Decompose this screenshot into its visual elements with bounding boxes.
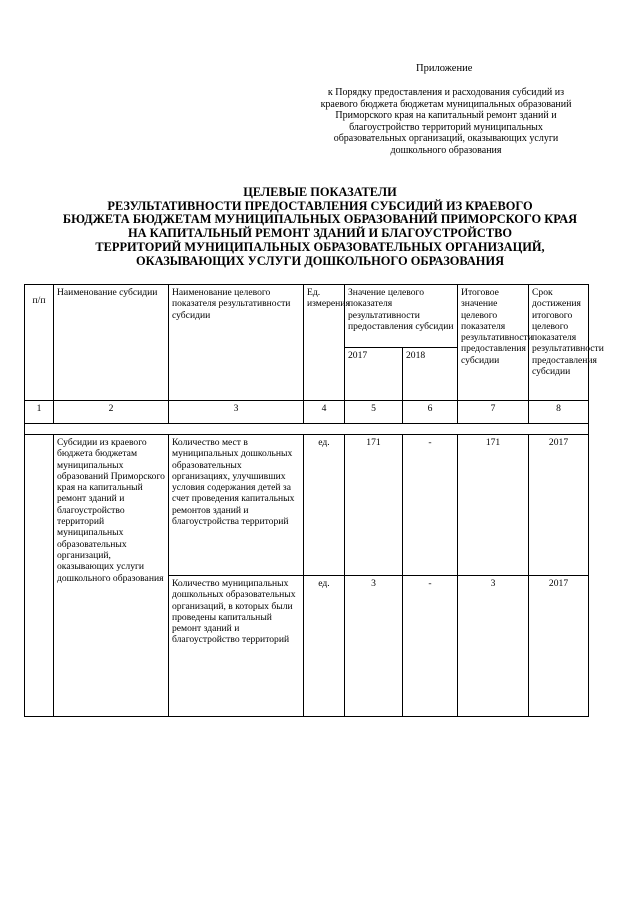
subsidy-name-cell: Субсидии из краевого бюджета бюджетам муниципальных образований Приморского края на капитальный ремонт зданий и благоустройство территорий муниципальных образовательных организаций, оказывающих услуги дошкольного образования (54, 435, 169, 717)
col-number: 7 (458, 401, 529, 424)
annex-subtitle-line: дошкольного образования (390, 144, 502, 156)
column-numbers-row (25, 401, 589, 424)
indicator-cell: Количество мест в муниципальных дошкольных образовательных организациях, улучшивших условия содержания детей за счет проведения капитальных ремонтов зданий и благоустройства территорий (169, 435, 304, 576)
table-row (25, 435, 589, 576)
spacer-row (25, 424, 589, 435)
total-value-cell: 171 (458, 435, 529, 576)
header-row (25, 285, 589, 348)
col-number: 8 (529, 401, 589, 424)
deadline-cell: 2017 (529, 435, 589, 576)
value-2018-cell: - (403, 576, 458, 717)
col-number: 3 (169, 401, 304, 424)
spacer-cell (25, 424, 589, 435)
header-year-2018: 2018 (403, 348, 458, 401)
title-line: РЕЗУЛЬТАТИВНОСТИ ПРЕДОСТАВЛЕНИЯ СУБСИДИЙ ИЗ КРАЕВОГО (107, 198, 533, 213)
title-line: ЦЕЛЕВЫЕ ПОКАЗАТЕЛИ (243, 185, 397, 199)
row-num-cell (25, 435, 54, 717)
title-line: ТЕРРИТОРИЙ МУНИЦИПАЛЬНЫХ ОБРАЗОВАТЕЛЬНЫХ ОРГАНИЗАЦИЙ, (95, 239, 545, 254)
annex-subtitle-line: к Порядку предоставления и расходования субсидий из (327, 87, 565, 98)
header-subsidy: Наименование субсидии (54, 285, 169, 401)
indicators-table (24, 284, 604, 717)
col-number: 5 (345, 401, 403, 424)
document-title (40, 186, 600, 268)
indicator-cell: Количество муниципальных дошкольных образовательных организаций, в которых были проведены капитальный ремонт зданий и благоустройство территорий (169, 576, 304, 717)
value-2017-cell: 171 (345, 435, 403, 576)
annex-subtitle-line: Приморского края на капитальный ремонт зданий и (335, 110, 557, 122)
header-num: п/п (25, 285, 54, 401)
unit-cell: ед. (304, 435, 345, 576)
annex-subtitle-line: благоустройство территорий муниципальных (349, 121, 543, 133)
total-value-cell: 3 (458, 576, 529, 717)
title-line: ОКАЗЫВАЮЩИХ УСЛУГИ ДОШКОЛЬНОГО ОБРАЗОВАНИЯ (135, 253, 505, 268)
header-year-2017: 2017 (345, 348, 403, 401)
col-number: 2 (54, 401, 169, 424)
annex-title: Приложение (416, 63, 473, 74)
title-line: НА КАПИТАЛЬНЫЙ РЕМОНТ ЗДАНИЙ И БЛАГОУСТРОЙСТВО (127, 226, 513, 241)
value-2018-cell: - (403, 435, 458, 576)
annex-subtitle (300, 87, 592, 157)
col-number: 4 (304, 401, 345, 424)
unit-cell: ед. (304, 576, 345, 717)
deadline-cell: 2017 (529, 576, 589, 717)
header-total: Итоговое значение целевого показателя результативности предоставления субсидии (458, 285, 529, 401)
annex-subtitle-line: образовательных организаций, оказывающих услуги (333, 133, 559, 145)
title-line: БЮДЖЕТА БЮДЖЕТАМ МУНИЦИПАЛЬНЫХ ОБРАЗОВАНИЙ ПРИМОРСКОГО КРАЯ (62, 212, 578, 227)
header-unit: Ед. измерения (304, 285, 345, 401)
annex-subtitle-line: краевого бюджета бюджетам муниципальных образований (320, 98, 572, 110)
col-number: 6 (403, 401, 458, 424)
value-2017-cell: 3 (345, 576, 403, 717)
header-deadline: Срок достижения итогового целевого показателя результативности предоставления субсидии (529, 285, 589, 401)
col-number: 1 (25, 401, 54, 424)
header-value-group: Значение целевого показателя результативности предоставления субсидии (345, 285, 458, 348)
header-indicator: Наименование целевого показателя результативности субсидии (169, 285, 304, 401)
